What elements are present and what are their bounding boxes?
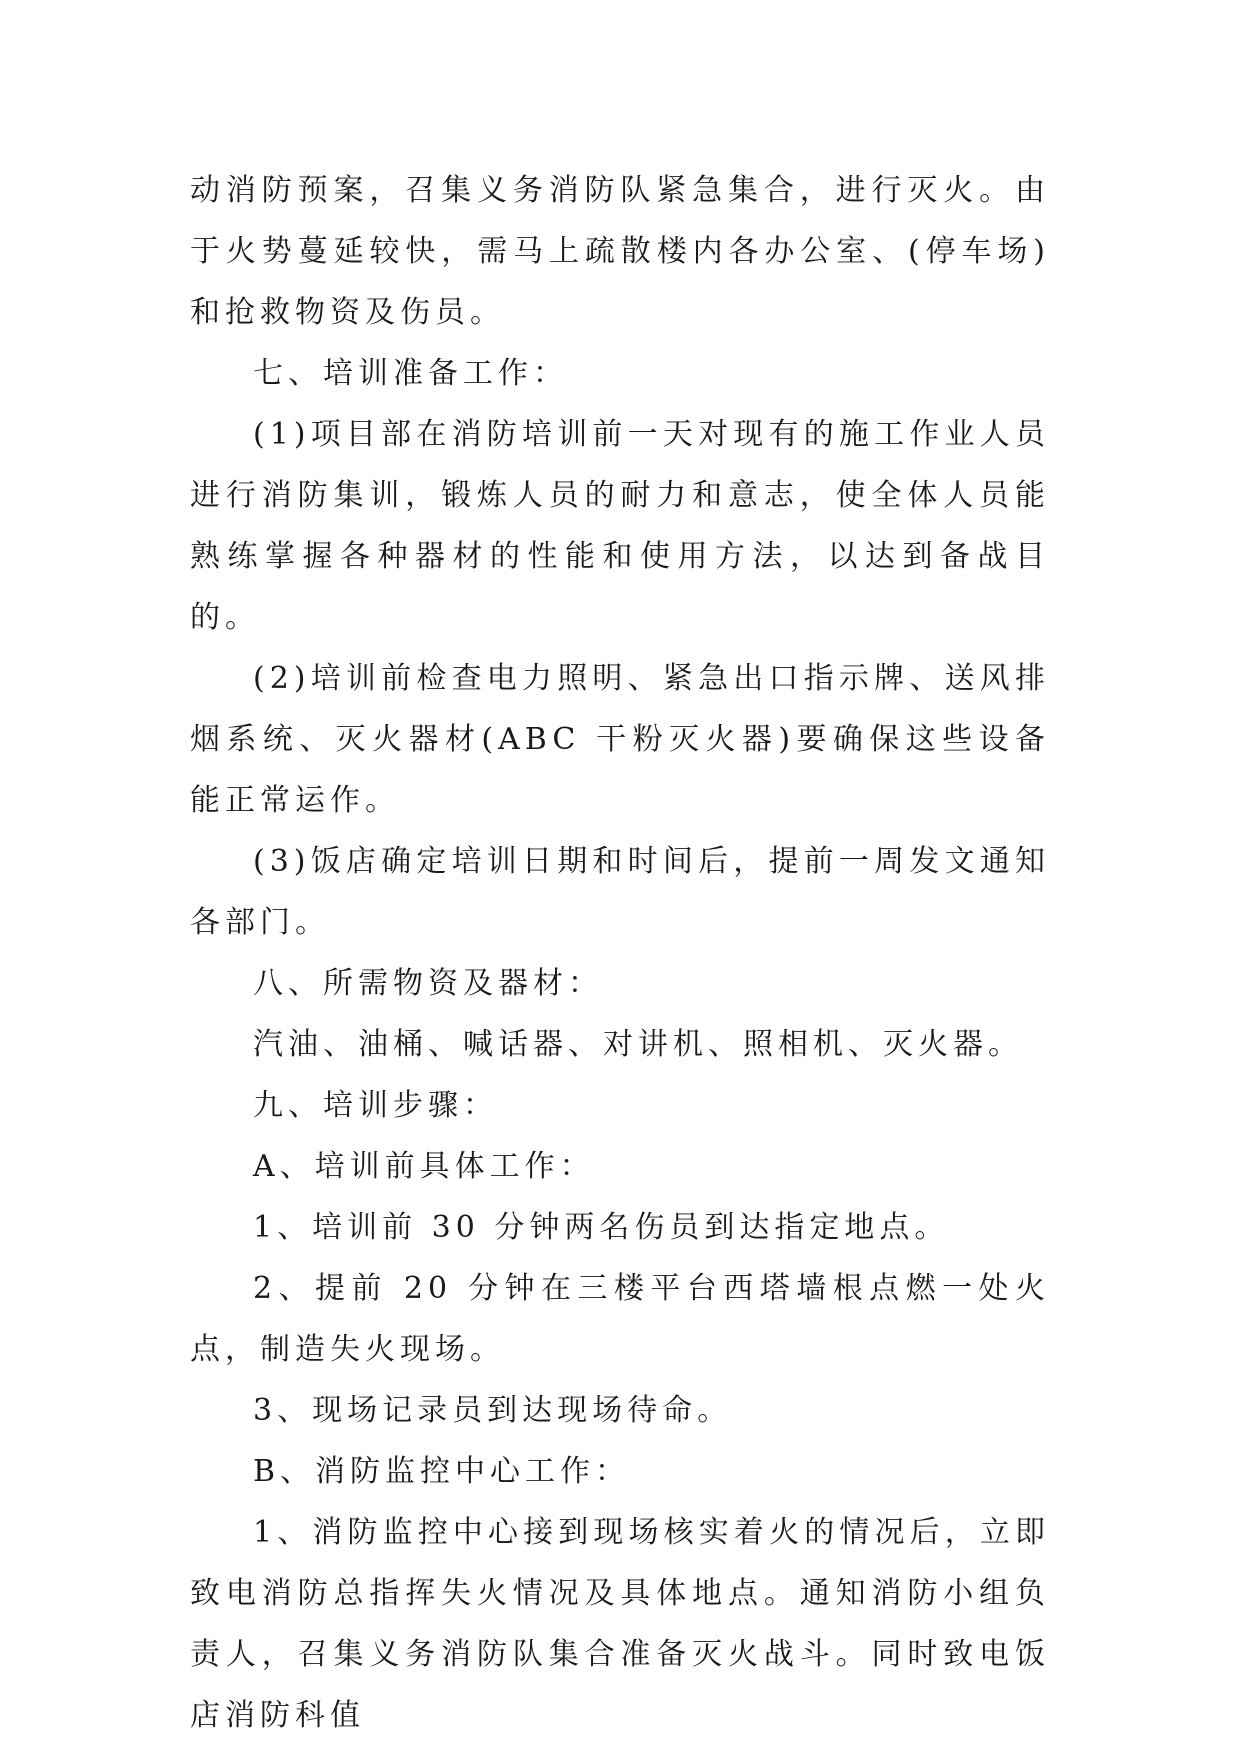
paragraph-item-1: (1)项目部在消防培训前一天对现有的施工作业人员进行消防集训，锻炼人员的耐力和意志，使全体人员能熟练掌握各种器材的性能和使用方法，以达到备战目的。 [190,417,1050,635]
subheading-a: A、培训前具体工作： [253,1149,595,1184]
paragraph-step-b1: 1、消防监控中心接到现场核实着火的情况后，立即致电消防总指挥失火情况及具体地点。通知消防小组负责人，召集义务消防队集合准备灭火战斗。同时致电饭店消防科值 [190,1515,1050,1733]
section-heading-materials: 八、所需物资及器材： [253,966,603,1001]
paragraph-continuation: 动消防预案，召集义务消防队紧急集合，进行灭火。由于火势蔓延较快，需马上疏散楼内各办公室、(停车场)和抢救物资及伤员。 [190,173,1050,330]
subheading-b: B、消防监控中心工作： [253,1454,631,1489]
section-heading-training-prep: 七、培训准备工作： [253,356,568,391]
document-page [190,160,1050,1746]
paragraph-item-3: (3)饭店确定培训日期和时间后，提前一周发文通知各部门。 [190,844,1050,940]
paragraph-step-a1: 1、培训前 30 分钟两名伤员到达指定地点。 [253,1210,950,1245]
paragraph-step-a2: 2、提前 20 分钟在三楼平台西塔墙根点燃一处火点，制造失火现场。 [190,1271,1050,1367]
section-heading-steps: 九、培训步骤： [253,1088,498,1123]
paragraph-step-a3: 3、现场记录员到达现场待命。 [253,1393,733,1428]
paragraph-materials-list: 汽油、油桶、喊话器、对讲机、照相机、灭火器。 [253,1027,1023,1062]
paragraph-item-2: (2)培训前检查电力照明、紧急出口指示牌、送风排烟系统、灭火器材(ABC 干粉灭火器)要确保这些设备能正常运作。 [190,661,1050,818]
